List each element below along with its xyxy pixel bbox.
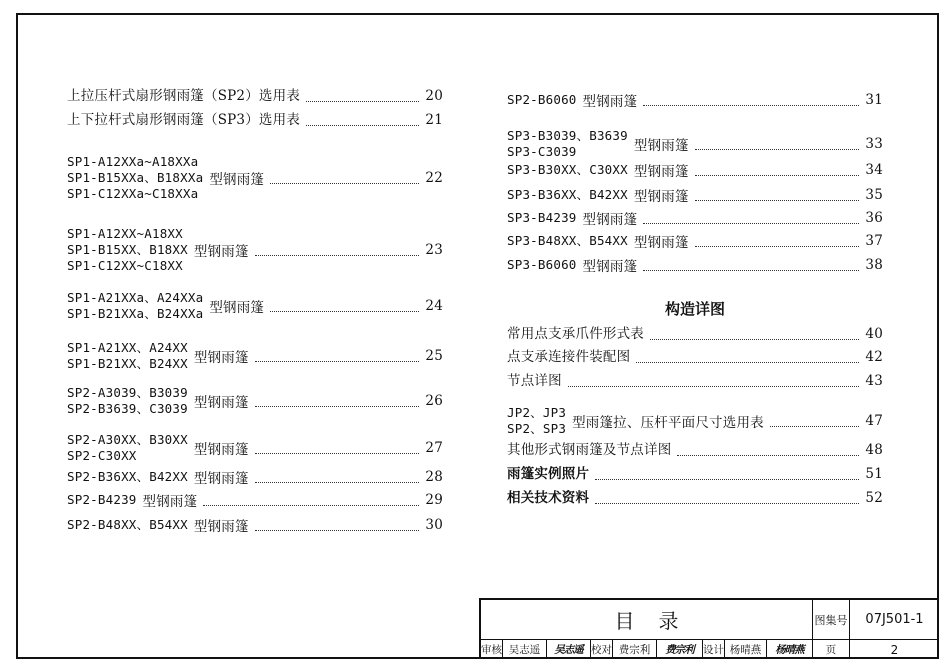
toc-entry-page: 47	[865, 413, 883, 429]
toc-entry-type: 型钢雨篷	[193, 471, 249, 487]
dot-leader	[695, 149, 860, 150]
toc-entry[interactable]	[507, 490, 883, 506]
toc-entry-code-line: SP3-B4239	[507, 210, 577, 225]
dot-leader	[306, 101, 419, 102]
toc-entry-code-line: 相关技术资料	[507, 490, 590, 506]
dot-leader	[636, 362, 859, 363]
toc-entry-code-line: SP1-B21XX、B24XX	[67, 356, 188, 371]
toc-entry[interactable]	[507, 160, 883, 180]
toc-entry-codes	[67, 517, 188, 533]
toc-entry-code-line: SP3-B30XX、C30XX	[507, 162, 628, 177]
reviewer-name: 吴志遥	[503, 640, 547, 659]
toc-entry-type: 型钢雨篷	[193, 395, 249, 411]
toc-entry-type: 型雨篷拉、压杆平面尺寸选用表	[572, 415, 764, 431]
toc-entry-type: 型钢雨篷	[193, 519, 249, 535]
toc-entry-type: 型钢雨篷	[582, 259, 638, 275]
toc-entry-page: 38	[865, 257, 883, 273]
toc-entry[interactable]	[507, 373, 883, 389]
dot-leader	[643, 223, 859, 224]
toc-entry[interactable]	[67, 340, 443, 372]
dot-leader	[695, 246, 860, 247]
dot-leader	[306, 125, 419, 126]
toc-entry-code-line: SP2-C30XX	[67, 448, 137, 463]
toc-entry[interactable]	[67, 515, 443, 535]
toc-entry-codes	[507, 326, 644, 342]
toc-entry[interactable]	[507, 466, 883, 482]
toc-entry-code-line: 上下拉杆式扇形钢雨篷（SP3）选用表	[67, 112, 301, 128]
toc-entry-codes	[507, 466, 589, 482]
dot-leader	[595, 479, 859, 480]
toc-entry-type: 型钢雨篷	[633, 235, 689, 251]
toc-entry-code-line: 上拉压杆式扇形钢雨篷（SP2）选用表	[67, 88, 301, 104]
toc-entry-type: 型钢雨篷	[582, 212, 638, 228]
atlas-number-label: 图集号	[813, 600, 850, 640]
dot-leader	[643, 270, 859, 271]
toc-entry-page: 37	[865, 233, 883, 249]
dot-leader	[695, 200, 860, 201]
dot-leader	[695, 175, 860, 176]
toc-entry-codes	[507, 128, 628, 160]
toc-entry-code-line: SP3-B48XX、B54XX	[507, 233, 628, 248]
toc-entry-code-line: SP1-A12XXa~A18XXa	[67, 154, 199, 169]
dot-leader	[650, 339, 859, 340]
toc-entry-codes	[507, 162, 628, 178]
toc-entry-page: 43	[865, 373, 883, 389]
toc-entry-page: 25	[425, 348, 443, 364]
toc-entry-codes	[507, 257, 577, 273]
toc-entry-code-line: SP3-B36XX、B42XX	[507, 187, 628, 202]
toc-entry-code-line: SP2-A3039、B3039	[67, 385, 188, 400]
dot-leader	[270, 311, 419, 312]
dot-leader	[270, 183, 419, 184]
toc-entry-type: 型钢雨篷	[193, 244, 249, 260]
toc-entry-code-line: 其他形式钢雨篷及节点详图	[507, 442, 672, 458]
dot-leader	[255, 530, 420, 531]
toc-entry[interactable]	[507, 185, 883, 205]
toc-entry-type: 型钢雨篷	[193, 442, 249, 458]
section-heading-construction-details: 构造详图	[664, 300, 725, 318]
toc-entry[interactable]	[67, 490, 443, 510]
toc-entry[interactable]	[67, 432, 443, 464]
toc-entry-code-line: SP1-A21XXa、A24XXa	[67, 290, 204, 305]
toc-entry-codes	[507, 405, 566, 437]
toc-entry-code-line: SP1-A12XX~A18XX	[67, 226, 183, 241]
toc-entry-page: 31	[865, 92, 883, 108]
toc-entry-page: 40	[865, 326, 883, 342]
toc-entry-codes	[507, 92, 577, 108]
toc-entry-type: 型钢雨篷	[582, 94, 638, 110]
toc-entry-codes	[67, 340, 188, 372]
dot-leader	[770, 426, 860, 427]
toc-entry-code-line: SP1-A21XX、A24XX	[67, 340, 188, 355]
dot-leader	[203, 505, 419, 506]
toc-entry-code-line: SP1-B15XX、B18XX	[67, 242, 188, 257]
toc-entry-code-line: JP2、JP3	[507, 405, 567, 420]
toc-entry[interactable]	[507, 128, 883, 160]
toc-entry-type: 型钢雨篷	[633, 189, 689, 205]
toc-entry-codes	[67, 469, 188, 485]
toc-entry-page: 26	[425, 393, 443, 409]
reviewer-signature: 吴志遥	[547, 640, 591, 659]
toc-entry-code-line: SP2-B4239	[67, 492, 137, 507]
toc-entry-type: 型钢雨篷	[633, 164, 689, 180]
toc-entry-code-line: SP2、SP3	[507, 421, 567, 436]
title-block-title: 目录	[481, 600, 813, 640]
toc-entry-page: 24	[425, 298, 443, 314]
toc-entry-type: 型钢雨篷	[142, 494, 198, 510]
designer-signature: 杨晴燕	[767, 640, 813, 659]
toc-entry-code-line: SP2-B36XX、B42XX	[67, 469, 188, 484]
toc-entry-codes	[67, 432, 188, 464]
toc-entry-page: 42	[865, 349, 883, 365]
toc-entry-codes	[507, 233, 628, 249]
toc-entry-codes	[507, 187, 628, 203]
toc-entry-code-line: 点支承连接件装配图	[507, 349, 631, 365]
toc-entry-page: 33	[865, 136, 883, 152]
dot-leader	[255, 482, 420, 483]
toc-entry-page: 22	[425, 170, 443, 186]
dot-leader	[595, 503, 859, 504]
dot-leader	[255, 453, 420, 454]
dot-leader	[677, 455, 859, 456]
toc-entry[interactable]	[507, 255, 883, 275]
toc-entry-code-line: SP1-B15XXa、B18XXa	[67, 170, 204, 185]
toc-entry-page: 52	[865, 490, 883, 506]
check-label: 校对	[591, 640, 613, 659]
toc-entry[interactable]	[67, 467, 443, 487]
checker-signature: 费宗利	[657, 640, 703, 659]
toc-entry-codes	[67, 226, 188, 274]
toc-entry[interactable]	[67, 112, 443, 128]
dot-leader	[255, 255, 420, 256]
toc-entry-type: 型钢雨篷	[193, 350, 249, 366]
toc-entry-code-line: SP2-B6060	[507, 92, 577, 107]
designer-name: 杨晴燕	[725, 640, 767, 659]
toc-entry-page: 51	[865, 466, 883, 482]
toc-entry-type: 型钢雨篷	[209, 300, 265, 316]
toc-entry-type: 型钢雨篷	[633, 138, 689, 154]
toc-entry-codes	[67, 154, 203, 202]
toc-entry-page: 48	[865, 442, 883, 458]
toc-entry[interactable]	[67, 88, 443, 104]
toc-entry-code-line: 雨篷实例照片	[507, 466, 590, 482]
checker-name: 费宗利	[613, 640, 657, 659]
toc-entry-codes	[67, 385, 188, 417]
toc-entry-codes	[67, 112, 300, 128]
atlas-number: 07J501-1	[850, 600, 939, 640]
toc-entry[interactable]	[507, 90, 883, 110]
dot-leader	[255, 361, 420, 362]
toc-entry-codes	[67, 290, 203, 322]
toc-entry-code-line: SP1-B21XXa、B24XXa	[67, 306, 204, 321]
toc-entry-page: 36	[865, 210, 883, 226]
toc-entry-page: 34	[865, 162, 883, 178]
page-number: 2	[890, 642, 899, 657]
toc-entry-codes	[507, 349, 630, 365]
toc-entry-page: 29	[425, 492, 443, 508]
toc-entry[interactable]	[507, 326, 883, 342]
toc-entry-codes	[507, 490, 589, 506]
toc-entry-page: 20	[425, 88, 443, 104]
dot-leader	[568, 386, 860, 387]
toc-entry-code-line: 节点详图	[507, 373, 562, 389]
toc-entry-code-line: SP3-B6060	[507, 257, 577, 272]
toc-entry-code-line: SP3-B3039、B3639	[507, 128, 628, 143]
toc-entry[interactable]	[67, 226, 443, 274]
toc-entry-page: 23	[425, 242, 443, 258]
toc-entry[interactable]	[507, 208, 883, 228]
dot-leader	[255, 406, 420, 407]
toc-entry-code-line: 常用点支承爪件形式表	[507, 326, 644, 342]
toc-entry-page: 35	[865, 187, 883, 203]
toc-entry-codes	[507, 373, 562, 389]
toc-entry-page: 27	[425, 440, 443, 456]
page-label: 页	[813, 640, 850, 659]
toc-entry-code-line: SP1-C12XXa~C18XXa	[67, 186, 199, 201]
dot-leader	[643, 105, 859, 106]
design-label: 设计	[703, 640, 725, 659]
toc-entry[interactable]	[507, 405, 883, 437]
toc-entry[interactable]	[507, 349, 883, 365]
toc-entry-code-line: SP2-A30XX、B30XX	[67, 432, 188, 447]
toc-entry[interactable]	[67, 290, 443, 322]
toc-entry[interactable]	[507, 442, 883, 458]
toc-entry-codes	[67, 492, 137, 508]
title-block	[479, 598, 939, 659]
toc-entry-page: 28	[425, 469, 443, 485]
toc-entry-page: 30	[425, 517, 443, 533]
toc-entry-page: 21	[425, 112, 443, 128]
toc-entry-codes	[67, 88, 300, 104]
toc-entry-code-line: SP2-B48XX、B54XX	[67, 517, 188, 532]
toc-entry-code-line: SP1-C12XX~C18XX	[67, 258, 183, 273]
toc-entry-codes	[507, 442, 671, 458]
review-label: 审核	[481, 640, 503, 659]
toc-entry-code-line: SP2-B3639、C3039	[67, 401, 188, 416]
toc-entry-code-line: SP3-C3039	[507, 144, 577, 159]
toc-entry[interactable]	[507, 231, 883, 251]
toc-entry-codes	[507, 210, 577, 226]
toc-entry[interactable]	[67, 154, 443, 202]
toc-entry[interactable]	[67, 385, 443, 417]
toc-entry-type: 型钢雨篷	[209, 172, 265, 188]
